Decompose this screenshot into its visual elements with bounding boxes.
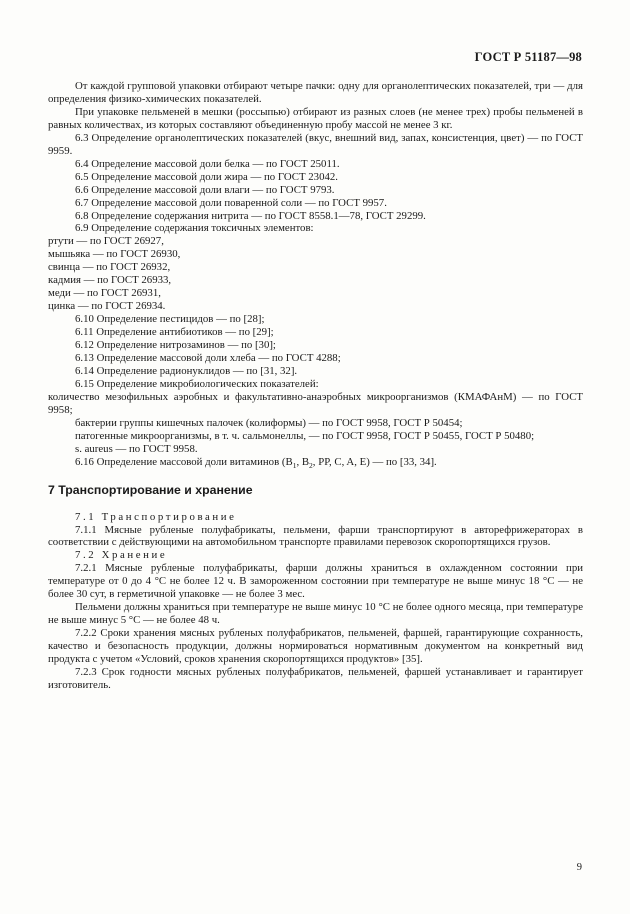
toxic-element-cadmium: кадмия — по ГОСТ 26933, [48, 274, 172, 287]
clause-6-3: 6.3 Определение органолептических показателей (вкус, внешний вид, запах, консистенция, цвет) — по ГОСТ 9959. [48, 131, 583, 157]
clause-7-1-1: 7.1.1 Мясные рубленые полуфабрикаты, пельмени, фарши транспортируют в авторефрижераторах в соответствии с действующими на автомобильном транспорте правилами перевозок скоропортящихся грузов. [48, 523, 583, 549]
clause-6-9: 6.9 Определение содержания токсичных элементов: [75, 222, 314, 235]
clause-7-1: 7.1 Транспортирование [75, 510, 237, 523]
paragraph-pelmeni-storage: Пельмени должны храниться при температуре не выше минус 10 °С не более одного месяца, при температуре не выше минус 5 °С — не более 48 ч. [48, 601, 583, 627]
clause-6-10: 6.10 Определение пестицидов — по [28]; [75, 313, 265, 326]
clause-7-2-2: 7.2.2 Сроки хранения мясных рубленых полуфабрикатов, пельменей, фаршей, гарантирующие сохранность, качество и безопасность продукции, должны нормироваться нормативным документом на конкретный вид продукта с учетом «Условий, сроков хранения скоропортящихся продуктов» [35]. [48, 627, 583, 666]
clause-6-16-text-a: 6.16 Определение массовой доли витаминов (B [75, 455, 293, 468]
clause-6-16-text-c: , PP, C, A, E) — по [33, 34]. [312, 455, 437, 468]
clause-6-15: 6.15 Определение микробиологических показателей: [75, 377, 319, 390]
clause-7-2-1: 7.2.1 Мясные рубленые полуфабрикаты, фарши должны храниться в охлажденном состоянии при температуре от 0 до 4 °С не более 12 ч. В замороженном состоянии при температуре не выше минус 18 °С — не более 30 сут, в герметичной упаковке — не более 3 мес. [48, 562, 583, 601]
micro-coliforms: бактерии группы кишечных палочек (колиформы) — по ГОСТ 9958, ГОСТ Р 50454; [75, 416, 463, 429]
clause-7-2-3: 7.2.3 Срок годности мясных рубленых полуфабрикатов, пельменей, фаршей устанавливает и гарантирует изготовитель. [48, 665, 583, 691]
paragraph-sampling-packs: От каждой групповой упаковки отбирают четыре пачки: одну для органолептических показателей, три — для определения физико-химических показателей. [48, 80, 583, 105]
clause-6-7: 6.7 Определение массовой доли поваренной соли — по ГОСТ 9957. [75, 196, 387, 209]
clause-7-2: 7.2 Хранение [75, 549, 168, 562]
clause-6-5: 6.5 Определение массовой доли жира — по ГОСТ 23042. [75, 170, 338, 183]
section-7-title: 7 Транспортирование и хранение [48, 482, 253, 497]
toxic-element-mercury: ртути — по ГОСТ 26927, [48, 235, 164, 248]
toxic-element-copper: меди — по ГОСТ 26931, [48, 287, 161, 300]
micro-s-aureus: s. aureus — по ГОСТ 9958. [75, 442, 198, 455]
clause-6-13: 6.13 Определение массовой доли хлеба — по ГОСТ 4288; [75, 352, 341, 365]
micro-pathogens: патогенные микроорганизмы, в т. ч. сальмонеллы, — по ГОСТ 9958, ГОСТ Р 50455, ГОСТ Р 50480; [75, 429, 535, 442]
clause-6-16 [48, 456, 583, 469]
document-body [48, 80, 583, 692]
clause-6-4: 6.4 Определение массовой доли белка — по ГОСТ 25011. [75, 157, 340, 170]
subscript-1: 1 [292, 460, 297, 470]
micro-kmafanm: количество мезофильных аэробных и факультативно-анаэробных микроорганизмов (КМАФАнМ) — по ГОСТ 9958; [48, 390, 583, 416]
clause-6-12: 6.12 Определение нитрозаминов — по [30]; [75, 339, 276, 352]
toxic-element-zinc: цинка — по ГОСТ 26934. [48, 300, 166, 313]
paragraph-sampling-bags: При упаковке пельменей в мешки (россыпью) отбирают из разных слоев (не менее трех) пробы пельменей в равных количествах, из которых составляют объединенную пробу массой не менее 3 кг. [48, 105, 583, 131]
clause-6-14: 6.14 Определение радионуклидов — по [31, 32]. [75, 364, 298, 377]
clause-6-8: 6.8 Определение содержания нитрита — по ГОСТ 8558.1—78, ГОСТ 29299. [75, 209, 426, 222]
toxic-element-lead: свинца — по ГОСТ 26932, [48, 261, 171, 274]
toxic-element-arsenic: мышьяка — по ГОСТ 26930, [48, 248, 181, 261]
clause-6-16-text-b: , B [296, 455, 310, 468]
clause-6-11: 6.11 Определение антибиотиков — по [29]; [75, 326, 274, 339]
subscript-2: 2 [309, 460, 313, 470]
clause-6-6: 6.6 Определение массовой доли влаги — по ГОСТ 9793. [75, 183, 335, 196]
standard-header: ГОСТ Р 51187—98 [474, 50, 582, 64]
page-number: 9 [576, 862, 582, 873]
